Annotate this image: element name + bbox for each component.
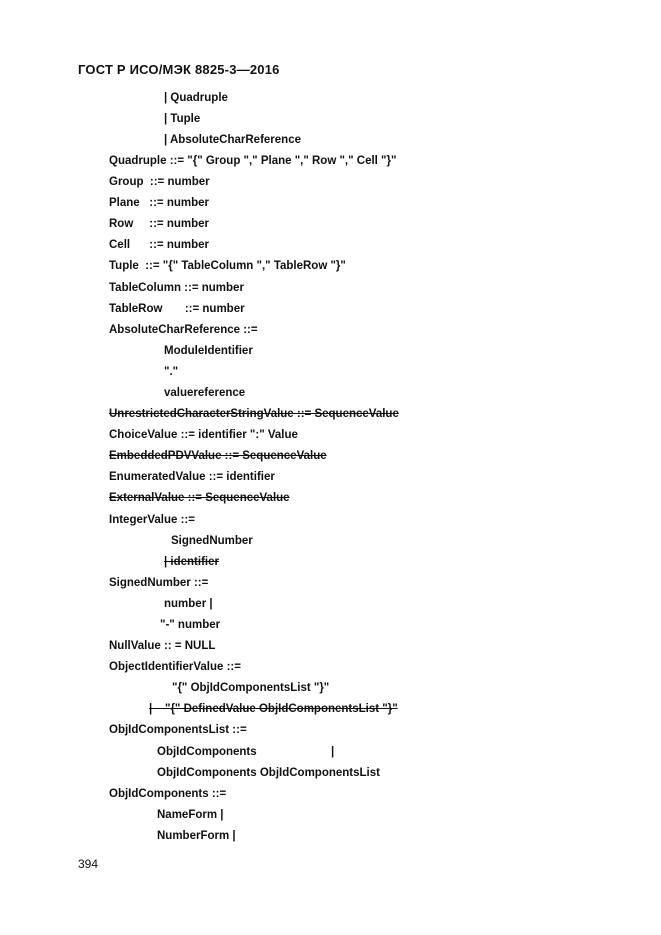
grammar-line: | [331,746,335,758]
page-number: 394 [78,857,99,871]
grammar-line: ObjIdComponents ObjIdComponentsList [157,767,380,779]
grammar-line: | Quadruple [164,92,228,104]
grammar-line: "-" number [160,619,221,631]
grammar-line: Group ::= number [109,176,210,188]
grammar-line: Plane ::= number [109,197,210,209]
grammar-line: | Tuple [164,113,201,125]
grammar-line: "{" ObjIdComponentsList "}" [172,682,330,694]
grammar-line: TableRow ::= number [109,303,245,315]
grammar-line: number | [164,598,213,610]
grammar-line: | AbsoluteCharReference [164,134,301,146]
grammar-line: ObjIdComponents ::= [109,788,227,800]
grammar-line: ObjectIdentifierValue ::= [109,661,241,673]
grammar-line: valuereference [164,387,246,399]
grammar-line: SignedNumber ::= [109,577,209,589]
grammar-line: Quadruple ::= "{" Group "," Plane "," Row "," Cell "}" [109,155,397,167]
grammar-line-struck: | identifier [164,556,219,568]
grammar-line: NameForm | [157,809,224,821]
grammar-line: EnumeratedValue ::= identifier [109,471,275,483]
grammar-line: NullValue :: = NULL [109,640,216,652]
grammar-line-struck: UnrestrictedCharacterStringValue ::= SequenceValue [109,408,399,420]
grammar-line: Row ::= number [109,218,209,230]
grammar-line-struck: ExternalValue ::= SequenceValue [109,492,290,504]
grammar-line: SignedNumber [171,535,253,547]
grammar-line: ModuleIdentifier [164,345,253,357]
grammar-line: TableColumn ::= number [109,282,244,294]
grammar-line: Tuple ::= "{" TableColumn "," TableRow "}" [109,260,346,272]
grammar-line: ObjIdComponents [157,746,257,758]
grammar-line: Cell ::= number [109,239,210,251]
grammar-line: ChoiceValue ::= identifier ":" Value [109,429,298,441]
grammar-line: NumberForm | [157,830,236,842]
grammar-line: ObjIdComponentsList ::= [109,724,247,736]
document-header: ГОСТ Р ИСО/МЭК 8825-3—2016 [78,62,280,77]
grammar-line: "." [164,366,179,378]
grammar-line-struck: EmbeddedPDVValue ::= SequenceValue [109,450,327,462]
grammar-line-struck: | "{" DefinedValue ObjIdComponentsList "}" [149,703,398,715]
grammar-line: AbsoluteCharReference ::= [109,324,258,336]
grammar-line: IntegerValue ::= [109,514,195,526]
